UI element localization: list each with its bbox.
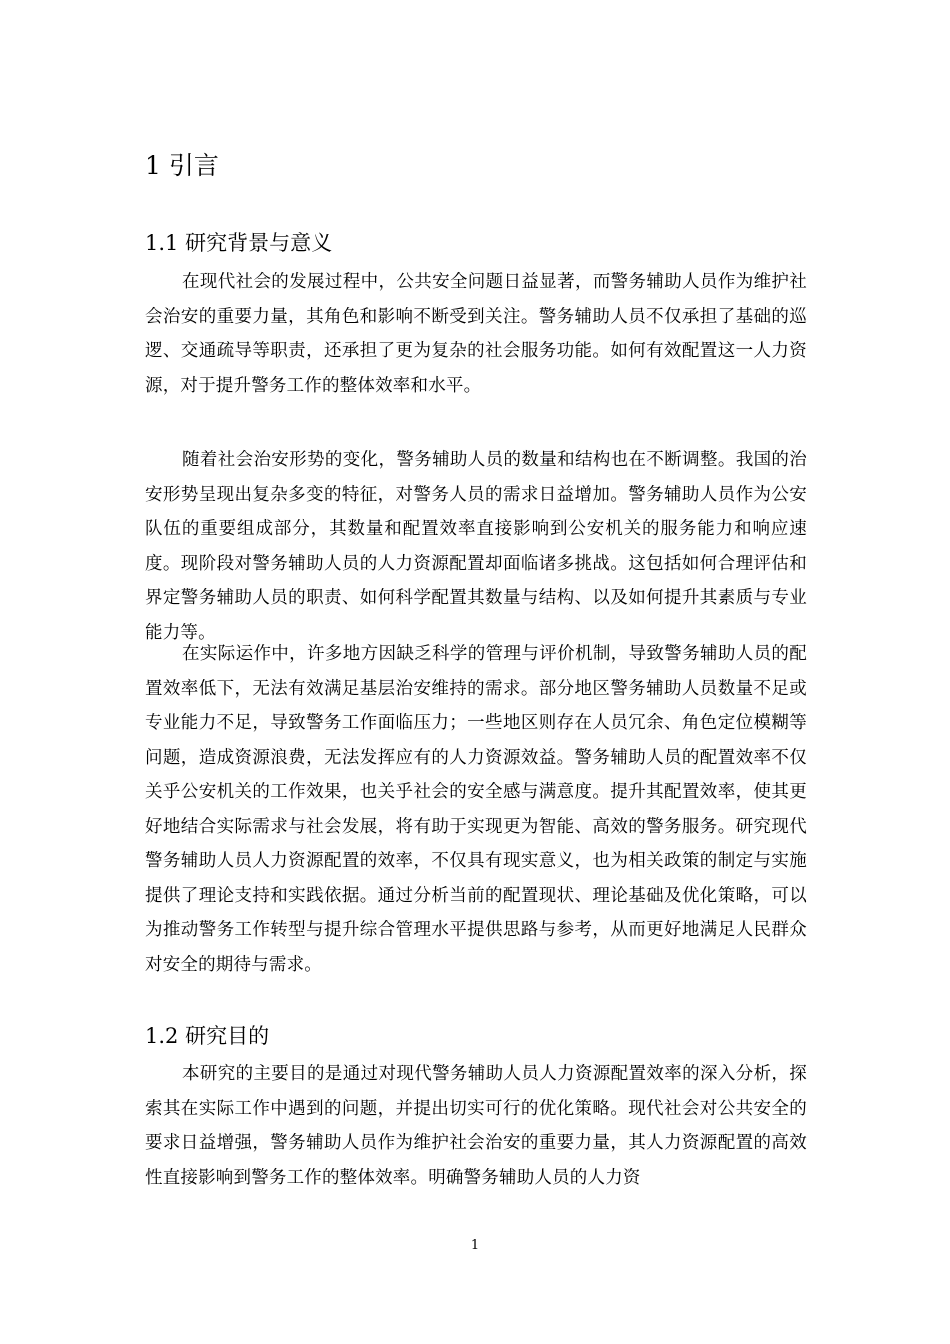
paragraph-background-3: 在实际运作中，许多地方因缺乏科学的管理与评价机制，导致警务辅助人员的配置效率低下，无法有效满足基层治安维持的需求。部分地区警务辅助人员数量不足或专业能力不足，导致警务工作面临压力；一些地区则存在人员冗余、角色定位模糊等问题，造成资源浪费，无法发挥应有的人力资源效益。警务辅助人员的配置效率不仅关乎公安机关的工作效果，也关乎社会的安全感与满意度。提升其配置效率，使其更好地结合实际需求与社会发展，将有助于实现更为智能、高效的警务服务。研究现代警务辅助人员人力资源配置的效率，不仅具有现实意义，也为相关政策的制定与实施提供了理论支持和实践依据。通过分析当前的配置现状、理论基础及优化策略，可以为推动警务工作转型与提升综合管理水平提供思路与参考，从而更好地满足人民群众对安全的期待与需求。 xyxy=(145,644,807,975)
paragraph-purpose-1: 本研究的主要目的是通过对现代警务辅助人员人力资源配置效率的深入分析，探索其在实际工作中遇到的问题，并提出切实可行的优化策略。现代社会对公共安全的要求日益增强，警务辅助人员作为维护社会治安的重要力量，其人力资源配置的高效性直接影响到警务工作的整体效率。明确警务辅助人员的人力资 xyxy=(145,1064,807,1188)
section-title-purpose: 1.2 研究目的 xyxy=(145,1024,270,1048)
paragraph-background-2: 随着社会治安形势的变化，警务辅助人员的数量和结构也在不断调整。我国的治安形势呈现出复杂多变的特征，对警务人员的需求日益增加。警务辅助人员作为公安队伍的重要组成部分，其数量和配置效率直接影响到公安机关的服务能力和响应速度。现阶段对警务辅助人员的人力资源配置却面临诸多挑战。这包括如何合理评估和界定警务辅助人员的职责、如何科学配置其数量与结构、以及如何提升其素质与专业能力等。 xyxy=(145,450,807,643)
chapter-title: 1 引言 xyxy=(145,151,219,180)
paragraph-background-1: 在现代社会的发展过程中，公共安全问题日益显著，而警务辅助人员作为维护社会治安的重要力量，其角色和影响不断受到关注。警务辅助人员不仅承担了基础的巡逻、交通疏导等职责，还承担了更为复杂的社会服务功能。如何有效配置这一人力资源，对于提升警务工作的整体效率和水平。 xyxy=(145,272,807,396)
section-title-background: 1.1 研究背景与意义 xyxy=(145,231,333,255)
page-number: 1 xyxy=(470,1238,480,1253)
